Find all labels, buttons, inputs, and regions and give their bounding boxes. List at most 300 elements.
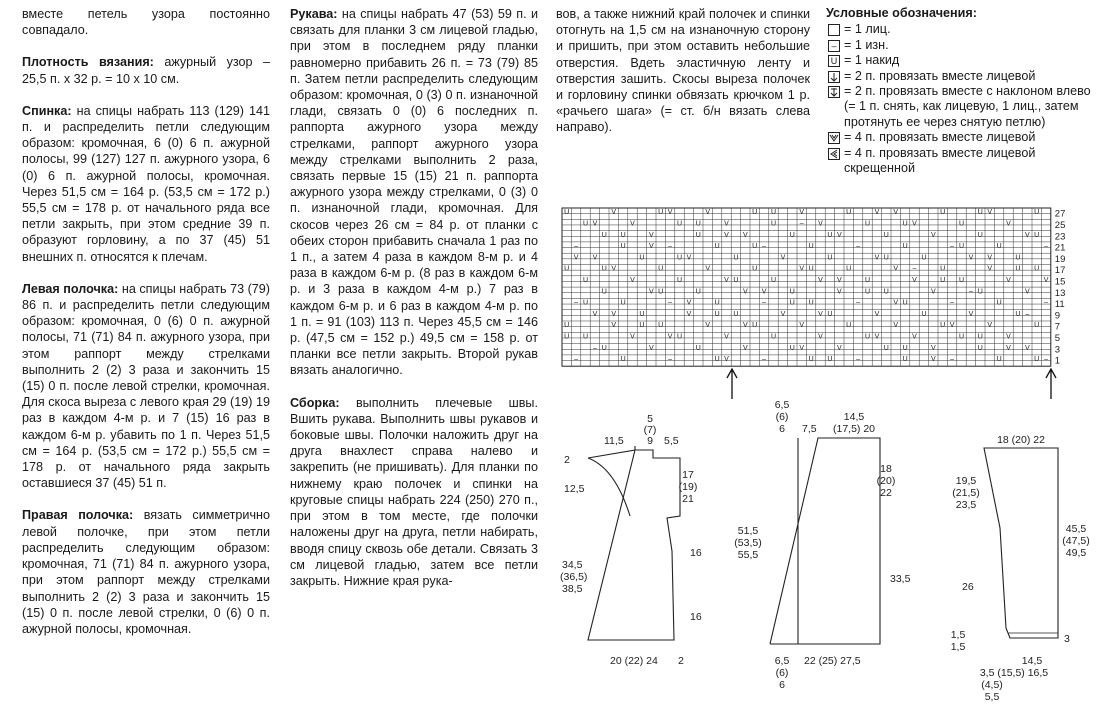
chart-stitch-symbol: U — [902, 356, 908, 364]
chart-stitch-symbol: – — [950, 299, 955, 307]
chart-stitch-symbol: V — [836, 344, 842, 352]
chart-stitch-symbol: U — [658, 288, 664, 296]
chart-stitch-symbol: U — [864, 333, 871, 341]
chart-row-label: 7 — [1054, 321, 1061, 333]
dim-label: 20 (22) 24 — [610, 655, 658, 667]
chart-stitch-symbol: V — [874, 333, 880, 341]
chart-stitch-symbol: V — [1024, 231, 1030, 239]
paragraph-assembly: Сборка: выполнить плечевые швы. Вшить рукава. Выполнить швы рукавов и боковые швы. Полочки наложить друг на друга внахлест справа налево и закрепить (не пришивать). Для планки по нижнему краю полочек и спинки на круговые спицы набрать 224 (250) 270 п., при этом в том месте, где полочки наложены друг на друга, петли набирать, вводя спицу сквозь обе детали. Связать 3 см лицевой гладью, затем все петли закрыть. Нижние края рука- — [290, 395, 538, 588]
chart-stitch-symbol: U — [902, 220, 908, 228]
chart-stitch-symbol: U — [733, 276, 739, 284]
heading-density: Плотность вязания: — [22, 55, 154, 70]
dim-label: (53,5) — [734, 537, 762, 549]
chart-row-label: 21 — [1054, 242, 1066, 254]
chart-stitch-symbol: V — [799, 344, 805, 352]
chart-row-label: 19 — [1054, 253, 1066, 265]
paragraph-density: Плотность вязания: ажурный узор – 25,5 п. х 32 р. = 10 х 10 см. — [22, 55, 270, 86]
chart-stitch-symbol: U — [564, 322, 570, 330]
chart-row-label: 25 — [1054, 219, 1066, 231]
dim-label: 9 — [647, 435, 653, 447]
chart-stitch-symbol: U — [1015, 254, 1021, 262]
chart-stitch-symbol: – — [762, 243, 767, 251]
k2tog-icon — [828, 71, 840, 83]
dim-label: (21,5) — [952, 487, 980, 499]
chart-stitch-symbol: V — [818, 220, 823, 228]
chart-stitch-symbol: U — [582, 276, 589, 284]
chart-stitch-symbol: V — [592, 254, 598, 262]
legend-item: – = 1 изн. — [826, 38, 1096, 53]
chart-stitch-symbol: – — [592, 344, 597, 352]
heading-left-front: Левая полочка: — [22, 281, 119, 296]
dim-label: 16 — [690, 547, 702, 559]
chart-stitch-symbol: U — [883, 231, 889, 239]
chart-stitch-symbol: U — [940, 209, 946, 217]
chart-stitch-symbol: V — [667, 333, 673, 341]
chart-stitch-symbol: U — [639, 310, 645, 318]
chart-stitch-symbol: – — [799, 220, 804, 228]
dim-label: 6,5 — [774, 399, 790, 411]
legend-item: = 4 п. провязать вместе лицевой — [826, 130, 1096, 145]
chart-stitch-symbol: U — [827, 254, 833, 262]
dim-label: 7,5 — [802, 423, 817, 435]
chart-stitch-symbol: V — [987, 254, 993, 262]
dim-label: (20) — [876, 475, 896, 487]
chart-stitch-symbol: V — [836, 231, 842, 239]
chart-stitch-symbol: V — [874, 310, 880, 318]
chart-stitch-symbol: V — [987, 322, 993, 330]
dim-label: 6 — [779, 423, 785, 435]
legend-item: = 4 п. провязать вместе лицевой скрещенной — [826, 146, 1096, 177]
knitting-chart — [560, 204, 1080, 404]
chart-stitch-symbol: V — [780, 254, 786, 262]
paragraph-back: Спинка: на спицы набрать 113 (129) 141 п. и распределить петли следующим образом: кромочная, 6 (0) 6 п. ажурной полосы, 99 (127) 127 п. ажурного узора, 6 (0) 6 п. ажурной полосы, кромочная. Через 51,5 см = 164 р. (53,5 см = 172 р.) 55,5 см = 178 р. от начального ряда все петли закрыть, при этом средние 39 п. образуют горловину, а по 37 (45) 51 внешних п. относятся к плечам. — [22, 103, 270, 264]
repeat-arrow-right — [1046, 369, 1056, 399]
chart-stitch-symbol: U — [620, 299, 626, 307]
dim-label: 51,5 — [737, 525, 759, 537]
chart-stitch-symbol: – — [968, 288, 973, 296]
chart-stitch-symbol: V — [630, 220, 635, 228]
heading-sleeves: Рукава: — [290, 7, 338, 21]
chart-stitch-symbol: U — [996, 243, 1002, 251]
dim-label: 2 — [678, 655, 684, 667]
chart-row-label: 17 — [1054, 265, 1066, 277]
chart-stitch-symbol: V — [968, 310, 974, 318]
dim-label: 38,5 — [562, 583, 583, 595]
chart-stitch-symbol: U — [808, 299, 814, 307]
chart-row-label: 9 — [1054, 310, 1061, 322]
dim-label: 17 — [682, 469, 694, 481]
chart-stitch-symbol: U — [977, 209, 983, 217]
chart-stitch-symbol: V — [874, 209, 880, 217]
chart-stitch-symbol: V — [667, 209, 673, 217]
chart-stitch-symbol: U — [601, 288, 607, 296]
chart-stitch-symbol: V — [611, 265, 617, 273]
dim-label: 21 — [682, 493, 694, 505]
paragraph-right-front: Правая полочка: вязать симметрично левой полочке, при этом петли распределить следующим образом: кромочная, 71 (71) 84 п. ажурного узора, при этом раппорт между стрелками выполнить 2 (2) 3 раза и закончить 15 (15) 0 п. после левой стрелки, 0 (6) 0 п. ажурной полосы, кромочная. — [22, 508, 270, 636]
chart-stitch-symbol: – — [762, 356, 767, 364]
chart-stitch-symbol: U — [846, 265, 852, 273]
chart-stitch-symbol: – — [1025, 310, 1030, 318]
dim-label: (17,5) 20 — [832, 423, 876, 435]
dim-label: 49,5 — [1065, 547, 1087, 559]
chart-stitch-symbol: V — [686, 310, 692, 318]
chart-stitch-symbol: U — [564, 265, 570, 273]
chart-stitch-symbol: V — [611, 310, 617, 318]
chart-stitch-symbol: V — [818, 333, 823, 341]
dim-label: 23,5 — [955, 499, 977, 511]
chart-stitch-symbol: U — [639, 322, 645, 330]
chart-stitch-symbol: V — [630, 276, 635, 284]
chart-stitch-symbol: – — [668, 243, 673, 251]
dim-label: 34,5 — [562, 559, 583, 571]
dim-label: 5,5 — [984, 691, 1000, 703]
chart-stitch-symbol: – — [912, 265, 917, 273]
chart-stitch-symbol: U — [1015, 265, 1021, 273]
dim-label: 6,5 — [774, 655, 790, 667]
chart-stitch-symbol: – — [950, 356, 955, 364]
chart-stitch-symbol: U — [658, 209, 664, 217]
paragraph-sleeves: Рукава: на спицы набрать 47 (53) 59 п. и связать для планки 3 см лицевой гладью, при этом в последнем ряду планки равномерно прибавить 26 п. = 73 (79) 85 п. Затем петли распределить следующим образом: кромочная, 0 (3) 0 п. изнаночной глади, связать 0 (0) 6 последних п. раппорта ажурного узора между стрелками, раппорт ажурного узора между стрелками выполнить 2 раза, связать первые 15 (15) 21 п. раппорта ажурного узора между стрелками, 0 (3) 0 п. изнаночной глади, кромочная. Для скосов через 26 см = 84 р. от планки с обеих сторон прибавить сначала 1 раз по 1 п., а затем 4 раза в каждом 8-м р. и 4 раза в каждом 6-м р. (8 раз в каждом 6-м р. и 3 раза в каждом 4-м р.) 7 раз в каждом 6-м р. и 6 раз в каждом 4-м р. по 1 п. = 91 (103) 113 п. Через 45,5 см = 146 р. (47,5 см = 152 р.) 49,5 см = 158 р. от планки все петли закрыть. Второй рукав вязать аналогично. — [290, 7, 538, 378]
dim-label: 5,5 — [664, 435, 679, 447]
dim-label: 1,5 — [950, 641, 966, 653]
chart-stitch-symbol: U — [808, 265, 814, 273]
schema-front — [560, 408, 700, 668]
dim-label: (4,5) — [981, 679, 1003, 691]
chart-stitch-symbol: V — [724, 276, 729, 284]
chart-stitch-symbol: – — [856, 243, 861, 251]
chart-stitch-symbol: V — [1006, 276, 1011, 284]
chart-stitch-symbol: U — [601, 265, 607, 273]
legend-item: = 1 лиц. — [826, 22, 1096, 37]
chart-stitch-symbol: V — [724, 220, 729, 228]
chart-stitch-symbol: U — [601, 231, 607, 239]
chart-stitch-symbol: U — [770, 220, 777, 228]
chart-stitch-symbol: U — [564, 333, 570, 341]
chart-stitch-symbol: U — [996, 299, 1002, 307]
chart-stitch-symbol: V — [780, 310, 786, 318]
chart-stitch-symbol: V — [1006, 333, 1011, 341]
chart-stitch-symbol: V — [742, 231, 748, 239]
chart-stitch-symbol: U — [658, 322, 664, 330]
repeat-arrow-left — [727, 369, 737, 399]
chart-stitch-symbol: V — [930, 288, 936, 296]
heading-assembly: Сборка: — [290, 395, 340, 410]
chart-stitch-symbol: U — [1034, 231, 1040, 239]
chart-stitch-symbol: U — [695, 344, 701, 352]
chart-stitch-symbol: V — [799, 209, 805, 217]
chart-stitch-symbol: V — [930, 231, 936, 239]
chart-stitch-symbol: U — [752, 209, 758, 217]
chart-stitch-symbol: V — [724, 356, 729, 364]
chart-stitch-symbol: U — [883, 254, 889, 262]
chart-stitch-symbol: U — [733, 254, 739, 262]
chart-stitch-symbol: U — [846, 322, 852, 330]
ssk-icon — [828, 86, 840, 98]
chart-stitch-symbol: V — [1006, 220, 1011, 228]
chart-stitch-symbol: V — [912, 276, 917, 284]
chart-stitch-symbol: U — [658, 265, 664, 273]
chart-stitch-symbol: V — [592, 220, 598, 228]
chart-stitch-symbol: V — [1024, 344, 1030, 352]
chart-stitch-symbol: V — [705, 265, 711, 273]
chart-stitch-symbol: – — [1044, 243, 1049, 251]
k4tog-tbl-icon — [828, 148, 840, 160]
dim-label: 45,5 — [1065, 523, 1087, 535]
chart-stitch-symbol: U — [620, 243, 626, 251]
dim-label: 12,5 — [564, 483, 585, 495]
chart-stitch-symbol: – — [856, 356, 861, 364]
chart-stitch-symbol: V — [912, 333, 917, 341]
chart-stitch-symbol: V — [893, 209, 899, 217]
chart-stitch-symbol: U — [883, 344, 889, 352]
chart-row-labels — [1055, 209, 1066, 367]
chart-stitch-symbol: U — [676, 220, 683, 228]
chart-stitch-symbol: U — [808, 356, 814, 364]
chart-stitch-symbol: U — [1034, 322, 1040, 330]
chart-stitch-symbol: U — [902, 344, 908, 352]
chart-stitch-symbol: U — [770, 209, 777, 217]
chart-stitch-symbol: – — [668, 356, 673, 364]
chart-stitch-symbol: U — [902, 299, 908, 307]
chart-stitch-symbol: U — [846, 209, 852, 217]
yarn-over-icon: U — [828, 55, 840, 67]
schema-sleeve — [926, 428, 1090, 708]
chart-stitch-symbol: – — [574, 299, 579, 307]
chart-stitch-symbol: U — [752, 322, 758, 330]
chart-stitch-symbol: U — [582, 220, 589, 228]
chart-stitch-symbol: U — [676, 276, 683, 284]
chart-stitch-symbol: U — [789, 288, 795, 296]
chart-stitch-symbol: U — [1015, 310, 1021, 318]
chart-stitch-symbol: V — [874, 254, 880, 262]
chart-stitch-symbol: V — [724, 231, 729, 239]
purl-stitch-icon: – — [828, 40, 840, 52]
paragraph-left-front: Левая полочка: на спицы набрать 73 (79) 86 п. и распределить петли следующим образом: кромочная, 0 (6) 0 п. ажурной полосы, 71 (71) 84 п. ажурного узора, при этом раппорт между стрелками выполнить 2 (2) 3 раза и закончить 15 (15) 0 п. после левой стрелки, кромочная. Для скоса выреза с левого края 29 (19) 19 раз в каждом 4-м р. и 7 (15) 16 раз в каждом 6-м р. убавить по 1 п. Через 51,5 см = 164 р. (53,5 см = 172 р.) 55,5 см = 178 р. от начального ряда закрыть оставшиеся 37 (45) 51 п. — [22, 281, 271, 491]
chart-stitch-symbol: U — [921, 310, 927, 318]
chart-stitch-symbol: V — [686, 254, 692, 262]
chart-row-label: 11 — [1054, 299, 1065, 311]
paragraph-finishing: вов, а также нижний край полочек и спинки отогнуть на 1,5 см на изнаночную сторону и пришить, при этом оставить небольшие отверстия. Вдеть эластичную ленту и отверстия зашить. Скосы выреза полочек и горловину спинки обвязать крючком 1 р. «рачьего шага» (= ст. б/н вязать слева направо). — [556, 7, 810, 135]
chart-stitch-symbol: V — [836, 288, 842, 296]
chart-stitch-symbol: V — [893, 265, 899, 273]
chart-stitch-symbol: V — [912, 220, 917, 228]
chart-stitch-symbol: V — [893, 322, 899, 330]
chart-stitch-symbol: V — [761, 288, 767, 296]
chart-stitch-symbol: V — [799, 265, 805, 273]
chart-stitch-symbol: U — [752, 243, 758, 251]
chart-stitch-symbol: – — [574, 243, 579, 251]
chart-stitch-symbol: V — [836, 276, 842, 284]
chart-stitch-symbol: V — [930, 344, 936, 352]
chart-stitch-symbol: U — [958, 220, 965, 228]
chart-stitch-symbol: V — [893, 299, 899, 307]
chart-stitch-symbol: U — [564, 209, 570, 217]
chart-stitch-symbol: V — [949, 322, 955, 330]
chart-stitch-symbol: – — [762, 299, 767, 307]
dim-label: 33,5 — [890, 573, 911, 585]
chart-row-label: 23 — [1054, 231, 1066, 243]
dim-label: 14,5 — [1021, 655, 1043, 667]
dim-label: 3 — [1064, 633, 1070, 645]
chart-stitch-symbol: V — [1043, 276, 1049, 284]
chart-stitch-symbol: V — [648, 344, 654, 352]
chart-stitch-symbol: U — [864, 220, 871, 228]
heading-right-front: Правая полочка: — [22, 508, 134, 523]
chart-stitch-symbol: U — [1034, 356, 1040, 364]
chart-stitch-symbol: U — [1034, 209, 1040, 217]
chart-stitch-symbol: U — [958, 276, 965, 284]
chart-stitch-symbol: V — [742, 322, 748, 330]
chart-stitch-symbol: U — [808, 243, 814, 251]
chart-stitch-symbol: V — [742, 288, 748, 296]
chart-stitch-symbol: – — [1044, 299, 1049, 307]
chart-stitch-symbol: U — [714, 310, 720, 318]
chart-stitch-symbol: V — [818, 276, 823, 284]
chart-row-label: 27 — [1054, 208, 1066, 220]
chart-stitch-symbol: – — [856, 299, 861, 307]
chart-stitch-symbol: V — [686, 299, 692, 307]
legend — [826, 6, 1096, 176]
dim-label: 55,5 — [737, 549, 759, 561]
knit-stitch-icon — [828, 24, 840, 36]
dim-label: 11,5 — [604, 435, 624, 447]
dim-label: 2 — [564, 454, 570, 466]
chart-stitch-symbol: U — [789, 299, 795, 307]
chart-stitch-symbol: V — [573, 254, 579, 262]
chart-stitch-symbol: U — [733, 310, 739, 318]
dim-label: 18 — [880, 463, 892, 475]
chart-stitch-symbol: U — [864, 288, 871, 296]
chart-stitch-symbol: U — [752, 265, 758, 273]
chart-stitch-symbol: V — [987, 265, 993, 273]
dim-label: 3,5 (15,5) 16,5 — [979, 667, 1049, 679]
dim-label: (6) — [775, 411, 789, 423]
chart-stitch-symbol: U — [639, 254, 645, 262]
chart-stitch-symbol: U — [996, 356, 1002, 364]
chart-stitch-symbol: V — [1006, 344, 1011, 352]
chart-stitch-symbol: U — [695, 288, 701, 296]
chart-stitch-symbol: U — [940, 322, 946, 330]
legend-title: Условные обозначения: — [826, 6, 977, 20]
chart-stitch-symbol: U — [958, 333, 965, 341]
legend-item: = 2 п. провязать вместе лицевой — [826, 69, 1096, 84]
dim-label: 22 (25) 27,5 — [804, 655, 861, 667]
legend-item: U = 1 накид — [826, 53, 1096, 68]
text-column-3 — [556, 6, 810, 136]
chart-stitch-symbol: V — [705, 322, 711, 330]
chart-stitch-symbol: U — [714, 243, 720, 251]
dim-label: 22 — [880, 487, 892, 499]
chart-stitch-symbol: – — [1044, 356, 1049, 364]
chart-row-label: 13 — [1054, 287, 1066, 299]
chart-stitch-symbol: V — [968, 254, 974, 262]
chart-stitch-symbol: U — [940, 276, 946, 284]
dim-label: 26 — [962, 581, 974, 593]
chart-stitch-symbol: V — [742, 344, 748, 352]
chart-stitch-symbol: U — [977, 288, 983, 296]
chart-stitch-symbol: U — [676, 254, 683, 262]
chart-stitch-symbol: U — [864, 276, 871, 284]
chart-stitch-symbol: U — [827, 310, 833, 318]
legend-item: = 2 п. провязать вместе с наклоном влево (= 1 п. снять, как лицевую, 1 лиц., затем протянуть ее через снятую петлю) — [826, 84, 1096, 130]
chart-row-label: 3 — [1054, 344, 1061, 356]
chart-stitch-symbol: – — [668, 299, 673, 307]
schema-sleeve-front — [734, 396, 911, 696]
chart-stitch-symbol: V — [648, 231, 654, 239]
chart-stitch-symbol: U — [770, 276, 777, 284]
chart-stitch-symbol: U — [620, 356, 626, 364]
chart-stitch-symbol: U — [582, 299, 589, 307]
k4tog-icon — [828, 132, 840, 144]
chart-stitch-symbol: U — [1034, 265, 1040, 273]
chart-stitch-symbol: U — [921, 254, 927, 262]
chart-stitch-symbol: V — [818, 310, 823, 318]
chart-stitch-symbol: U — [695, 231, 701, 239]
dim-label: 16 — [690, 611, 702, 623]
dim-label: 14,5 — [843, 411, 865, 423]
dim-label: 6 — [779, 679, 785, 691]
chart-stitch-symbol: U — [714, 356, 720, 364]
chart-stitch-symbol: U — [827, 231, 833, 239]
chart-stitch-symbol: V — [611, 322, 617, 330]
heading-back: Спинка: — [22, 103, 72, 118]
chart-stitch-symbol: U — [958, 243, 965, 251]
chart-stitch-symbol: U — [827, 356, 833, 364]
chart-stitch-symbol: V — [592, 310, 598, 318]
chart-stitch-symbol: U — [977, 333, 983, 341]
chart-stitch-symbol: U — [789, 344, 795, 352]
chart-stitch-symbol: U — [620, 231, 626, 239]
chart-stitch-symbol: U — [977, 344, 983, 352]
dim-label: (7) — [643, 424, 657, 436]
dim-label: 1,5 — [950, 629, 966, 641]
chart-stitch-symbol: U — [940, 265, 946, 273]
chart-stitch-symbol: U — [977, 231, 983, 239]
chart-stitch-symbol: V — [648, 288, 654, 296]
text-column-2 — [290, 6, 538, 589]
dim-label: 19,5 — [955, 475, 977, 487]
dim-label: 5 — [647, 413, 653, 425]
chart-stitch-symbol: – — [574, 356, 579, 364]
chart-stitch-symbol: U — [902, 243, 908, 251]
chart-stitch-symbol: U — [883, 288, 889, 296]
chart-stitch-symbol: V — [705, 209, 711, 217]
dim-label: 18 (20) 22 — [997, 434, 1045, 446]
chart-stitch-symbol: – — [950, 243, 955, 251]
chart-stitch-symbol: V — [987, 209, 993, 217]
chart-stitch-symbol: U — [676, 333, 683, 341]
dim-label: (36,5) — [560, 571, 588, 583]
dim-label: (6) — [775, 667, 789, 679]
chart-row-label: 5 — [1054, 332, 1061, 344]
text-column-1 — [22, 6, 270, 637]
chart-row-label: 1 — [1054, 355, 1061, 367]
chart-stitch-symbol: U — [770, 333, 777, 341]
dim-label: (19) — [678, 481, 698, 493]
chart-stitch-symbol: V — [799, 322, 805, 330]
chart-stitch-symbol: U — [695, 220, 701, 228]
chart-stitch-symbol: V — [630, 333, 635, 341]
dim-label: (47,5) — [1062, 535, 1090, 547]
chart-stitch-symbol: U — [601, 344, 607, 352]
chart-stitch-symbol: U — [714, 299, 720, 307]
chart-stitch-symbol: V — [930, 356, 936, 364]
chart-stitch-symbol: V — [648, 243, 654, 251]
chart-stitch-symbol: V — [1024, 288, 1030, 296]
chart-stitch-symbol: V — [611, 209, 617, 217]
chart-stitch-symbol: U — [582, 333, 589, 341]
chart-stitch-symbol: U — [789, 231, 795, 239]
